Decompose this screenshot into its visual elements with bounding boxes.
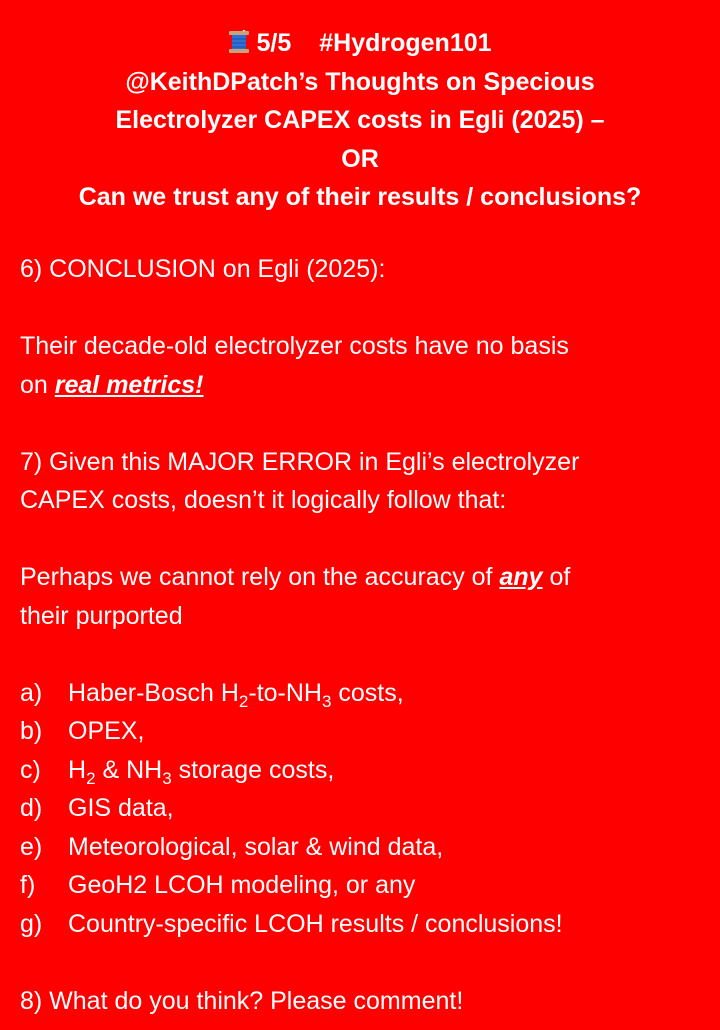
section-7-question-line-2: their purported: [20, 601, 183, 630]
list-letter: d): [20, 794, 43, 822]
header-line-1: [0, 24, 720, 63]
section-6-text-line-2: [20, 366, 710, 405]
list-text: OPEX,: [68, 717, 145, 745]
list-text: Country-specific LCOH results / conclusions!: [68, 909, 563, 938]
question-prefix: Perhaps we cannot rely on the accuracy of: [20, 563, 500, 591]
section-6-text-line-1: Their decade-old electrolyzer costs have no basis: [20, 332, 569, 360]
header: [0, 24, 720, 217]
list-letter: b): [20, 717, 43, 745]
section-7-line-2: CAPEX costs, doesn’t it logically follow that:: [20, 486, 507, 514]
list-text: H: [68, 755, 87, 784]
list-item-f: [20, 866, 710, 905]
list-item-a: [20, 674, 710, 713]
list-item-g: [20, 905, 710, 944]
section-6-prefix: on: [20, 370, 55, 399]
section-7-question-line-1: [20, 558, 710, 597]
list-text: GIS data,: [68, 794, 174, 822]
thread-spool-icon: [228, 30, 250, 54]
section-7-line-1: 7) Given this MAJOR ERROR in Egli’s electrolyzer: [20, 447, 580, 476]
list-item-d: [20, 789, 710, 828]
header-line-3: Electrolyzer CAPEX costs in Egli (2025) –: [115, 106, 605, 134]
thread-count: 5/5: [256, 29, 292, 57]
list-letter: c): [20, 755, 41, 784]
list-letter: a): [20, 678, 43, 707]
list-text: costs,: [331, 678, 404, 707]
list-text: -to-NH: [248, 678, 322, 707]
list-item-e: [20, 828, 710, 867]
list-text: Meteorological, solar & wind data,: [68, 832, 444, 861]
question-emphasis: any: [499, 563, 543, 591]
question-suffix: of: [542, 563, 571, 591]
subscript: 3: [162, 768, 172, 788]
list-text: GeoH2 LCOH modeling, or any: [68, 871, 416, 899]
section-6-heading: 6) CONCLUSION on Egli (2025):: [20, 255, 386, 283]
list-text: & NH: [95, 755, 163, 784]
header-line-4: OR: [341, 144, 379, 173]
list-letter: g): [20, 909, 43, 938]
subscript: 3: [321, 691, 332, 711]
list-letter: e): [20, 832, 43, 861]
section-6-emphasis: real metrics!: [54, 370, 204, 399]
list-letter: f): [20, 871, 36, 899]
list-item-b: [20, 712, 710, 751]
subscript: 2: [238, 691, 249, 711]
header-line-2: @KeithDPatch’s Thoughts on Specious: [125, 67, 595, 96]
list-item-c: [20, 751, 710, 790]
list-text: storage costs,: [171, 755, 335, 784]
header-line-5: Can we trust any of their results / conclusions?: [78, 183, 642, 211]
body-text: [20, 250, 710, 1020]
list-text: Haber-Bosch H: [68, 678, 239, 707]
section-8-text: 8) What do you think? Please comment!: [20, 986, 464, 1015]
subscript: 2: [86, 768, 96, 788]
hashtag: #Hydrogen101: [319, 29, 492, 57]
